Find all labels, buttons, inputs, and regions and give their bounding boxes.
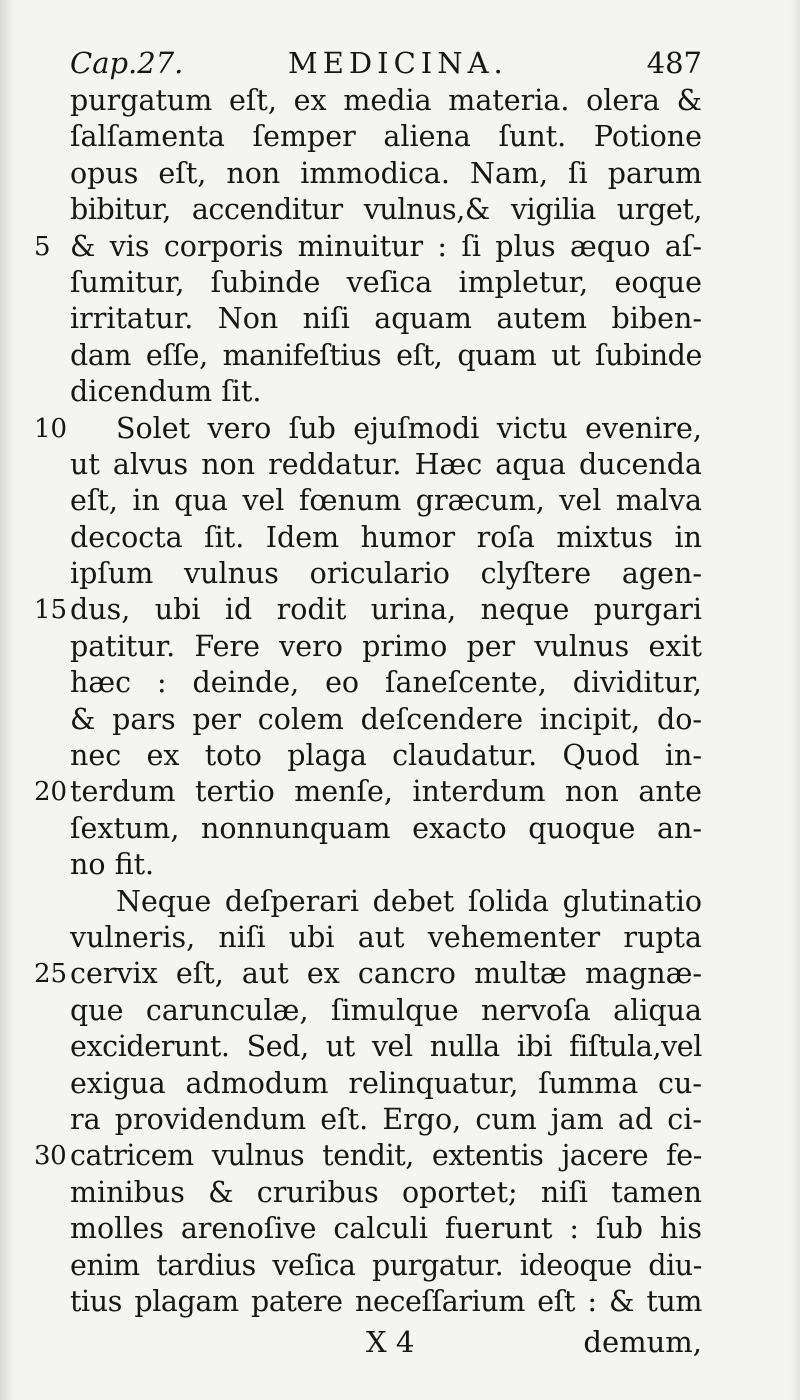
line-text: patitur. Fere vero primo per vulnus exit [70,629,702,663]
text-line [70,811,702,847]
text-line [34,956,702,992]
catchword: demum, [583,1325,702,1359]
line-text: ipſum vulnus oriculario clyſtere agen- [70,557,702,591]
text-line [70,338,702,374]
chapter-reference: Cap.27. [70,46,184,80]
text-line [70,1211,702,1247]
page-number: 487 [646,46,702,80]
text-line [70,920,702,956]
text-line [70,1102,702,1138]
line-text: ſumitur, ſubinde veſica impletur, eoque [70,265,702,299]
text-line [70,884,702,920]
text-line [70,847,702,883]
text-line [70,301,702,337]
line-text: terdum tertio menſe, interdum non ante [70,775,702,809]
line-text: dicendum ſit. [70,375,262,409]
line-text: tius plagam patere neceſſarium eſt : & tum [70,1284,702,1318]
running-header [70,42,702,88]
line-text: exigua admodum relinquatur, ſumma cu- [70,1066,702,1100]
page-footer [70,1325,702,1365]
line-text: exciderunt. Sed, ut vel nulla ibi fiſtula,vel [70,1030,702,1064]
line-text: enim tardius veſica purgatur. ideoque diu- [70,1248,702,1282]
text-line [70,1175,702,1211]
text-line [70,1248,702,1284]
text-line [70,629,702,665]
line-number: 5 [34,231,51,262]
text-line [70,520,702,556]
text-line [70,1284,702,1320]
text-line [70,156,702,192]
text-line [70,665,702,701]
line-text: Neque deſperari debet ſolida glutinatio [116,884,702,918]
line-text: minibus & cruribus oportet; niſi tamen [70,1175,702,1209]
line-number: 25 [34,959,68,990]
text-line [34,411,702,447]
line-text: dus, ubi id rodit urina, neque purgari [70,593,702,627]
text-line [70,738,702,774]
text-line [34,229,702,265]
body-text [34,83,702,1320]
line-number: 20 [34,777,68,808]
page-edge-shadow [0,0,14,1400]
line-text: purgatum eſt, ex media materia. olera & [70,84,702,117]
text-line [70,119,702,155]
line-text: no fit. [70,848,155,882]
line-text: hæc : deinde, eo ſaneſcente, dividitur, [70,666,702,700]
text-line [70,483,702,519]
text-line [70,556,702,592]
text-line [70,192,702,228]
text-line [70,1066,702,1102]
line-text: ſextum, nonnunquam exacto quoque an- [70,811,702,845]
line-number: 10 [34,413,68,444]
text-line [70,1029,702,1065]
text-line [70,83,702,119]
text-line [34,774,702,810]
line-text: decocta ſit. Idem humor roſa mixtus in [70,520,702,554]
text-line [34,592,702,628]
line-number: 15 [34,595,68,626]
line-text: que carunculæ, ſimulque nervoſa aliqua [70,993,702,1027]
line-text: cervix eſt, aut ex cancro multæ magnæ- [70,957,702,991]
line-text: Solet vero ſub ejuſmodi victu evenire, [116,411,702,445]
line-text: & vis corporis minuitur : ſi plus æquo aſ- [70,229,702,263]
line-text: nec ex toto plaga claudatur. Quod in- [70,739,702,773]
line-text: eſt, in qua vel fœnum græcum, vel malva [70,484,702,518]
page-edge-shadow [790,0,800,1400]
line-text: molles arenoſive calculi fuerunt : ſub his [70,1212,702,1246]
line-text: opus eſt, non immodica. Nam, ſi parum [70,156,702,190]
line-text: ut alvus non reddatur. Hæc aqua ducenda [70,447,702,481]
line-text: & pars per colem deſcendere incipit, do- [70,702,702,736]
line-number: 30 [34,1141,67,1172]
text-line [70,265,702,301]
running-title: MEDICINA. [288,46,508,80]
line-text: ra providendum eſt. Ergo, cum jam ad ci- [70,1102,702,1136]
line-text: irritatur. Non niſi aquam autem biben- [70,302,702,336]
line-text: catricem vulnus tendit, extentis jacere fe- [70,1139,702,1173]
text-line [70,447,702,483]
text-line [70,993,702,1029]
text-line [34,1138,702,1174]
line-text: bibitur, accenditur vulnus,& vigilia urget, [70,193,702,227]
text-line [70,374,702,410]
line-text: vulneris, niſi ubi aut vehementer rupta [70,920,702,954]
line-text: ſalſamenta ſemper aliena ſunt. Potione [70,120,702,154]
line-text: dam eſſe, manifeſtius eſt, quam ut ſubinde [70,338,702,372]
text-line [70,702,702,738]
signature-mark: X 4 [366,1325,415,1359]
